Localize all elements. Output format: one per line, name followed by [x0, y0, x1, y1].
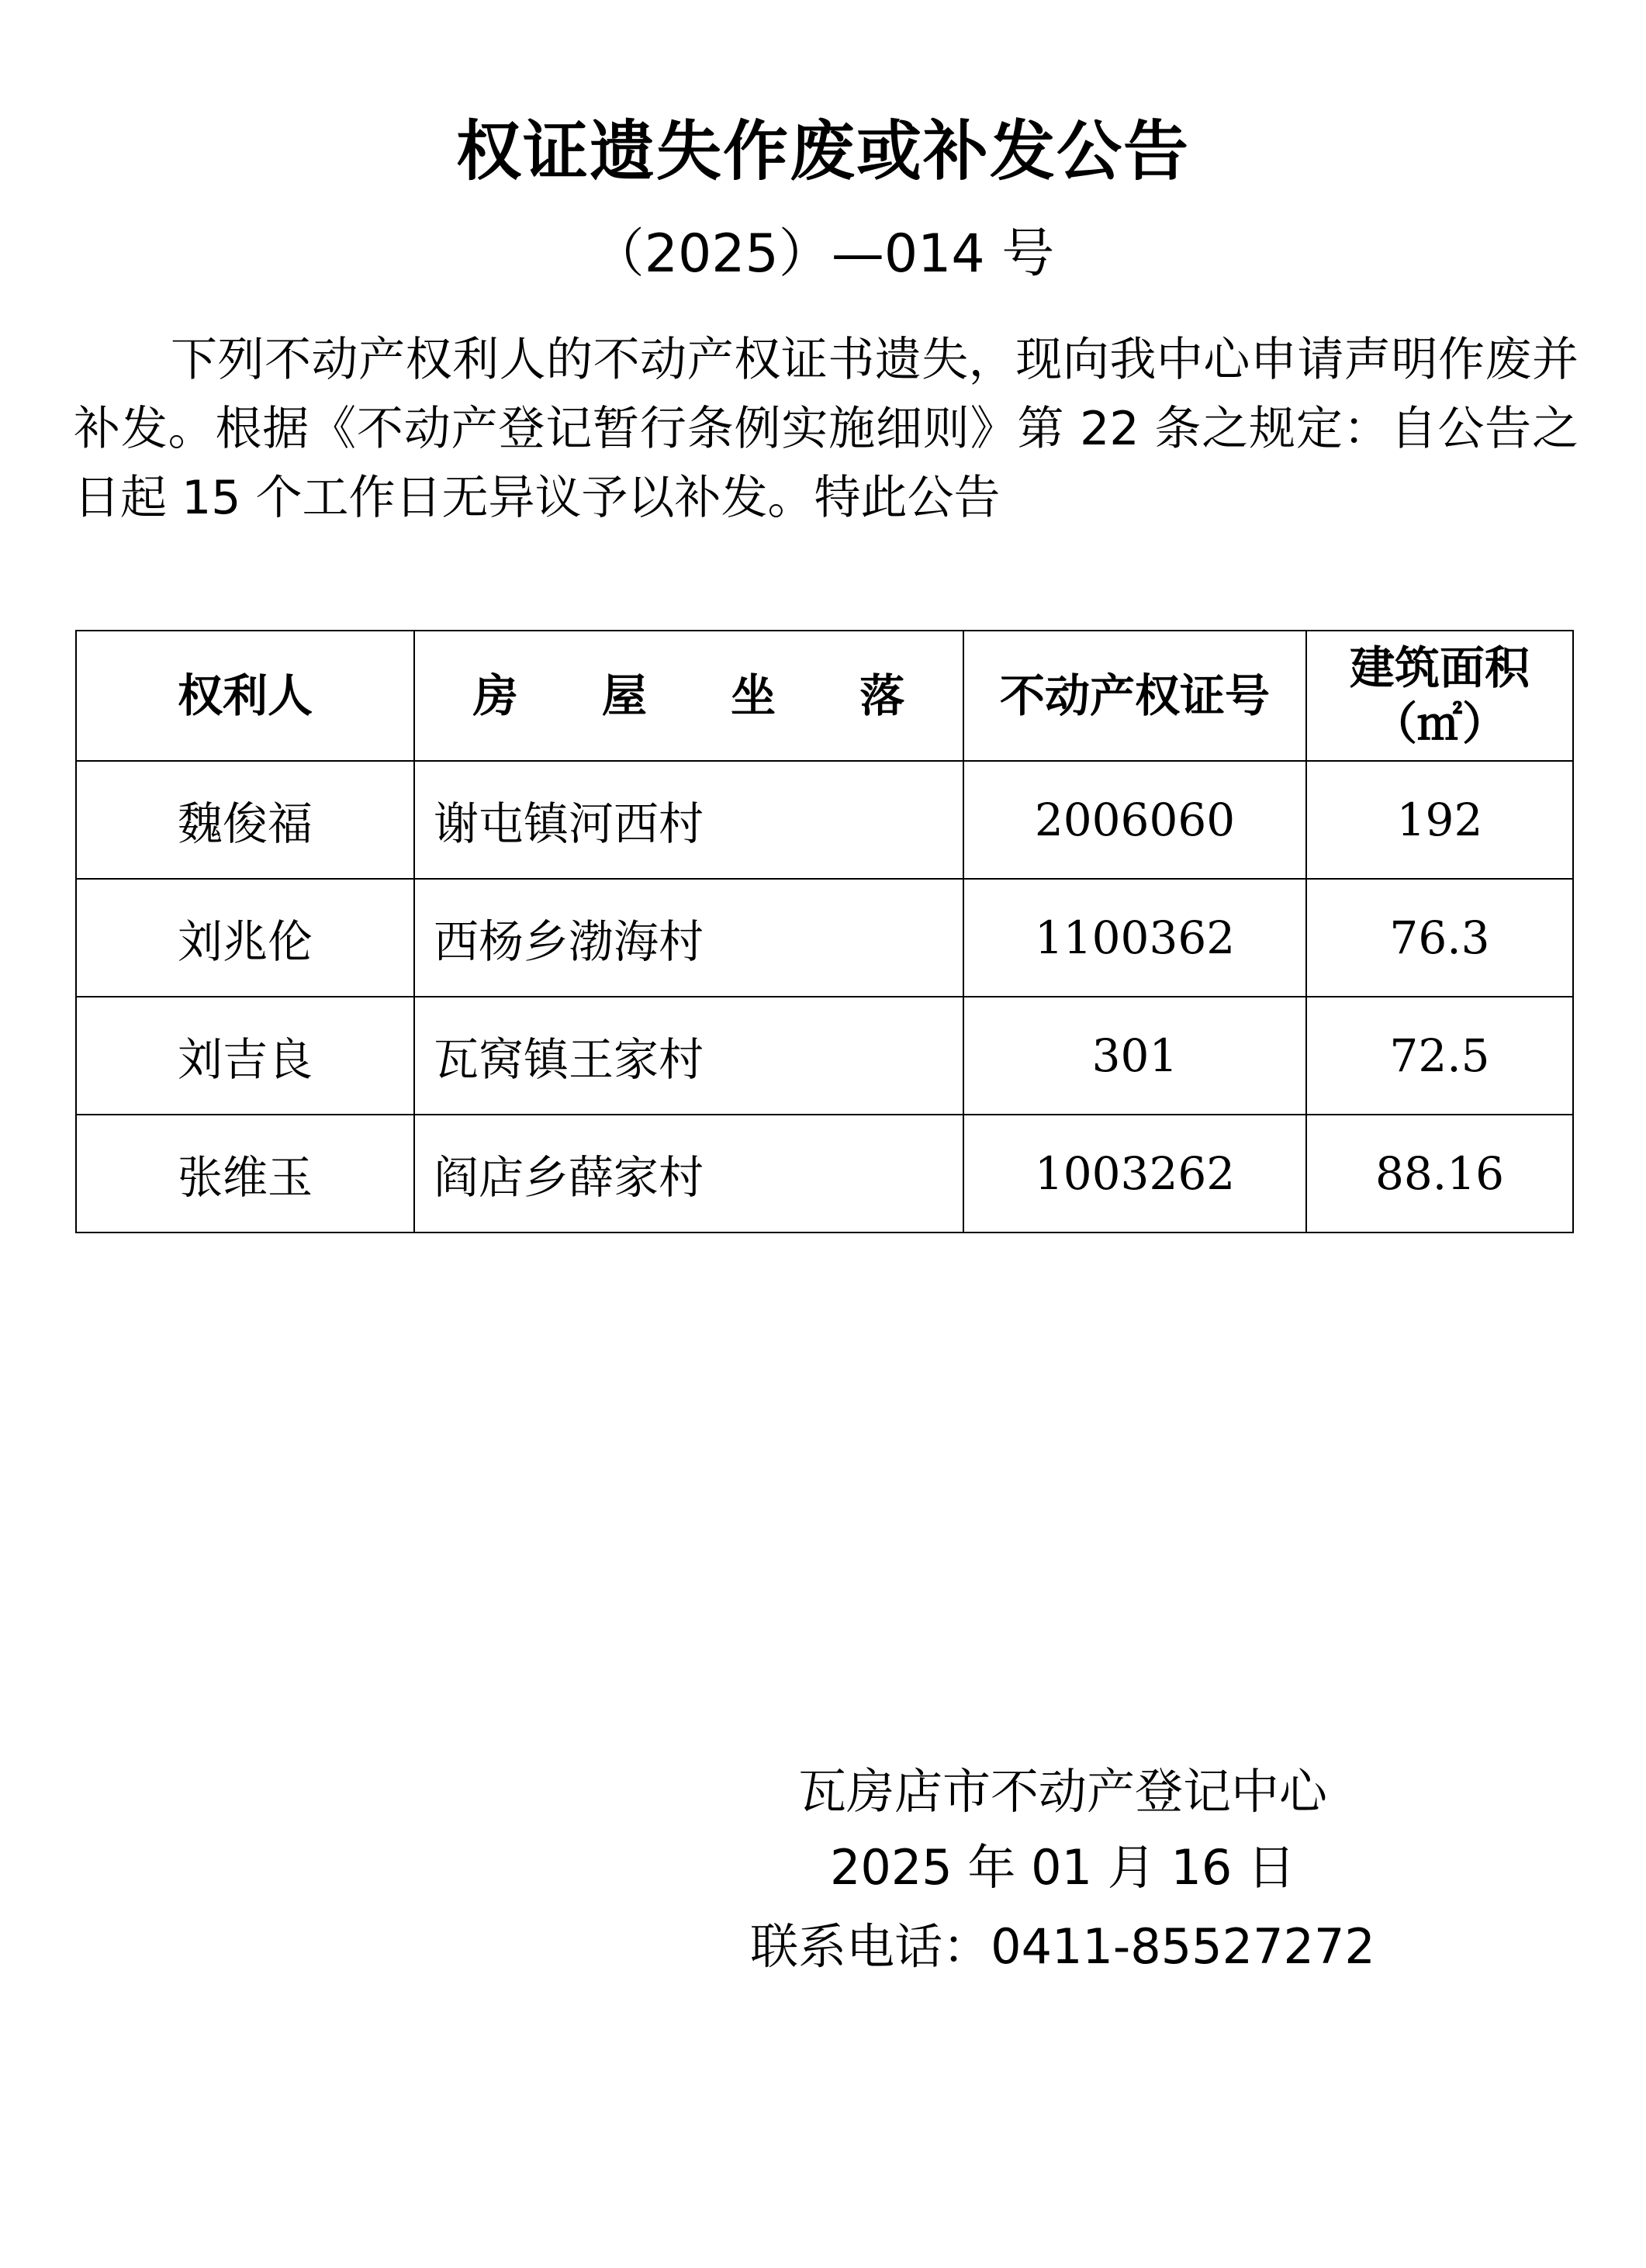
cell-cert-no: 2006060	[963, 761, 1306, 879]
cell-cert-no: 1100362	[963, 879, 1306, 997]
header-location	[414, 631, 963, 761]
header-area-unit: （㎡）	[1371, 697, 1507, 750]
cell-cert-no: 1003262	[963, 1115, 1306, 1233]
cell-location: 瓦窝镇王家村	[414, 997, 963, 1115]
notice-title: 权证遗失作废或补发公告	[455, 113, 1190, 189]
table-row	[76, 761, 1573, 879]
signature-date: 2025 年 01 月 16 日	[829, 1839, 1296, 1896]
records-table	[75, 630, 1574, 1233]
cell-area: 192	[1306, 761, 1573, 879]
cell-holder: 张维玉	[76, 1115, 414, 1233]
cell-holder: 刘吉良	[76, 997, 414, 1115]
cell-area: 76.3	[1306, 879, 1573, 997]
cell-holder: 魏俊福	[76, 761, 414, 879]
cell-holder: 刘兆伦	[76, 879, 414, 997]
table-header-row	[76, 631, 1573, 761]
cell-area: 72.5	[1306, 997, 1573, 1115]
cell-location: 西杨乡渤海村	[414, 879, 963, 997]
signature-phone: 联系电话：0411-85527272	[750, 1918, 1375, 1975]
notice-number: （2025）—014 号	[591, 223, 1055, 285]
header-cert-no: 不动产权证号	[963, 631, 1306, 761]
table-row	[76, 997, 1573, 1115]
header-area-label: 建筑面积	[1349, 641, 1530, 694]
signature-org: 瓦房店市不动产登记中心	[797, 1763, 1327, 1820]
cell-cert-no: 301	[963, 997, 1306, 1115]
header-area	[1306, 631, 1573, 761]
cell-area: 88.16	[1306, 1115, 1573, 1233]
table-row	[76, 879, 1573, 997]
cell-location: 谢屯镇河西村	[414, 761, 963, 879]
header-holder: 权利人	[76, 631, 414, 761]
notice-intro: 下列不动产权利人的不动产权证书遗失，现向我中心申请声明作废并补发。根据《不动产登记暂行条例实施细则》第 22 条之规定：自公告之日起 15 个工作日无异议予以补发。特此公告	[74, 333, 1579, 525]
header-location-label: 房 屋 坐 落	[472, 669, 939, 722]
table-row	[76, 1115, 1573, 1233]
cell-location: 阎店乡薛家村	[414, 1115, 963, 1233]
